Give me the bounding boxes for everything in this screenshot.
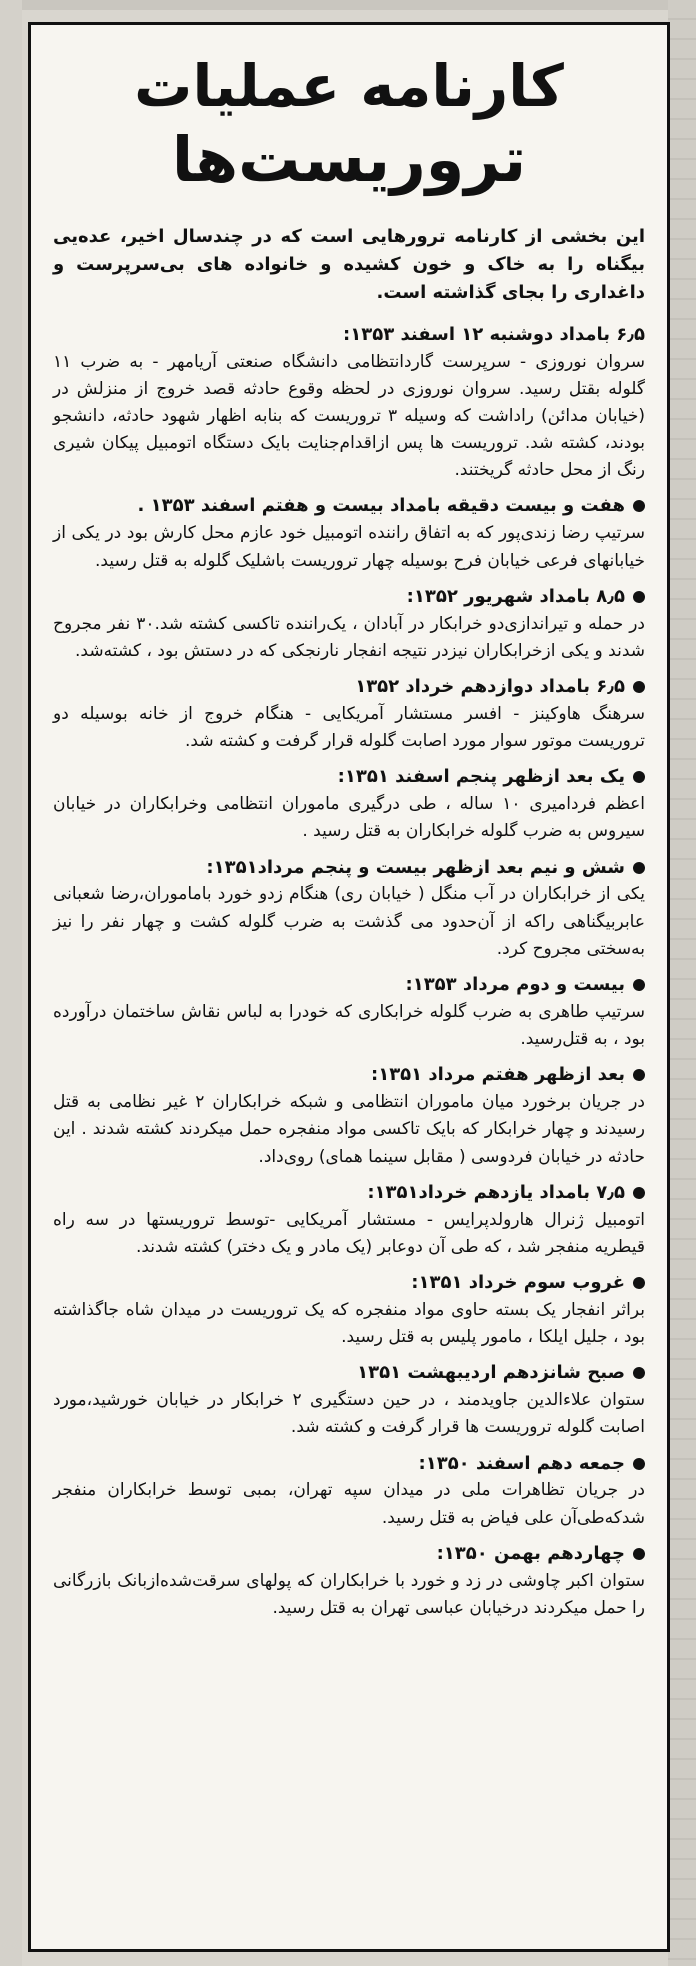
bullet-icon xyxy=(633,1277,645,1289)
entry-heading-text: ۷٫۵ بامداد یازدهم خرداد۱۳۵۱: xyxy=(367,1181,625,1203)
entry-heading xyxy=(53,1061,645,1089)
entry-heading xyxy=(53,854,645,882)
entry-text: سرهنگ هاوکینز - افسر مستشار آمریکایی - هنگام خروج از خانه بوسیله دو تروریست موتور سوار مورد اصابت گلوله قرار گرفت و کشته شد. xyxy=(53,703,645,752)
entry xyxy=(53,763,645,845)
entry-heading-text: صبح شانزدهم اردیبهشت ۱۳۵۱ xyxy=(357,1362,625,1384)
entry-text: ستوان اکبر چاوشی در زد و خورد با خرابکاران که پولهای سرقت‌شده‌ازبانک بازرگانی را حمل میکردند درخیابان عباسی تهران به قتل رسید. xyxy=(53,1570,645,1618)
entry-heading-text: ۶٫۵ بامداد دوشنبه ۱۲ اسفند ۱۳۵۳: xyxy=(343,323,645,345)
entry-heading xyxy=(53,1359,645,1387)
bullet-icon xyxy=(633,771,645,783)
article-title-line1: کارنامه عملیات xyxy=(134,52,564,120)
entry-heading xyxy=(53,321,645,349)
entry-heading-text: چهاردهم بهمن ۱۳۵۰: xyxy=(436,1542,625,1564)
article-title xyxy=(53,53,645,195)
entry-text: در جریان برخورد میان ماموران انتظامی و شبکه خرابکاران ۲ غیر نظامی به قتل رسیدند و چهار خرابکار که بایک تاکسی مواد منفجره حمل میکردند کشته شدند . این حادثه در خیابان فردوسی ( مقابل سینما همای) روی‌داد. xyxy=(53,1092,645,1167)
entry-heading-text: بیست و دوم مرداد ۱۳۵۳: xyxy=(405,974,625,995)
entry-heading xyxy=(53,1540,645,1568)
entry xyxy=(53,1359,645,1441)
entry xyxy=(53,673,645,755)
entry-text: سروان نوروزی - سرپرست گاردانتظامی دانشگاه صنعتی آریامهر - به ضرب ۱۱ گلوله بقتل رسید. سروان نوروزی در لحظه وقوع حادثه قصد خروج از منزلش در (خیابان مدائن) راداشت که وسیله ۳ تروریست که بنابه اظهار شهود حادثه، دانشجو بودند، کشته شد. تروریست ها پس ازاقدام‌جنایت بایک دستگاه اتومبیل پیکان شیری رنگ از محل حادثه گریختند. xyxy=(53,351,645,481)
entry-text: در حمله و تیراندازی‌دو خرابکار در آبادان ، یک‌راننده تاکسی کشته شد.۳۰ نفر مجروح شدند و یکی ازخرابکاران نیزدر نتیجه انفجار نارنجکی که در دستش بود ، کشته‌شد. xyxy=(53,613,645,661)
entry-text: اعظم فردامیری ۱۰ ساله ، طی درگیری ماموران انتظامی وخرابکاران در خیابان سیروس به ضرب گلوله خرابکاران به قتل رسید . xyxy=(53,794,646,842)
bullet-icon xyxy=(633,1187,645,1199)
entry-text: یکی از خرابکاران در آب منگل ( خیابان ری) هنگام زدو خورد باماموران،رضا شعبانی عابربیگناهی راکه از آن‌حدود می گذشت به ضرب گلوله کشت و چهار نفر را نیز به‌سختی مجروح کرد. xyxy=(53,884,645,959)
entry-text: سرتیپ رضا زندی‌پور که به اتفاق راننده اتومبیل خود عازم محل کارش بود در یکی از خیابانهای فرعی خیابان فرح بوسیله چهار تروریست باشلیک گلوله به قتل رسید. xyxy=(53,523,645,571)
bullet-icon xyxy=(633,1367,645,1379)
bullet-icon xyxy=(633,979,645,991)
entry-heading xyxy=(53,1450,645,1478)
bullet-icon xyxy=(633,500,645,512)
entry-heading-text: هفت و بیست دقیقه بامداد بیست و هفتم اسفند ۱۳۵۳ . xyxy=(137,495,625,517)
entry-heading xyxy=(53,1179,645,1207)
article-box xyxy=(28,22,670,1952)
entry-heading-text: یک بعد ازظهر پنجم اسفند ۱۳۵۱: xyxy=(337,766,625,788)
entry xyxy=(53,492,645,574)
entry-text: براثر انفجار یک بسته حاوی مواد منفجره که یک تروریست در میدان شاه جاگذاشته بود ، جلیل ایلکا ، مامور پلیس به قتل رسید. xyxy=(53,1299,645,1348)
entry-text: سرتیپ طاهری به ضرب گلوله خرابکاری که خودرا به لباس نقاش ساختمان درآورده بود ، به قتل‌رسید. xyxy=(53,1001,645,1050)
entry-heading-text: جمعه دهم اسفند ۱۳۵۰: xyxy=(418,1452,625,1474)
entry-heading xyxy=(53,971,645,999)
bullet-icon xyxy=(633,591,645,603)
entry xyxy=(53,1269,645,1351)
background-newspaper-edge-left xyxy=(0,0,22,1966)
bullet-icon xyxy=(633,1458,645,1470)
entry-heading-text: ۶٫۵ بامداد دوازدهم خرداد ۱۳۵۲ xyxy=(355,676,625,698)
entry-heading-text: بعد ازظهر هفتم مرداد ۱۳۵۱: xyxy=(371,1064,625,1086)
entry xyxy=(53,1540,645,1622)
entry-heading-text: شش و نیم بعد ازظهر بیست و پنجم مرداد۱۳۵۱: xyxy=(206,856,625,878)
entry-text: در جریان تظاهرات ملی در میدان سپه تهران، بمبی توسط خرابکاران منفجر شدکه‌طی‌آن علی فیاض به قتل رسید. xyxy=(53,1480,645,1528)
entry xyxy=(53,583,645,665)
entry-heading xyxy=(53,673,645,701)
entries-list xyxy=(53,321,645,1622)
entry-heading xyxy=(53,763,645,791)
background-newspaper-edge-right xyxy=(668,0,696,1966)
entry xyxy=(53,1179,645,1261)
entry xyxy=(53,971,645,1053)
entry xyxy=(53,1061,645,1170)
article-intro: این بخشی از کارنامه ترورهایی است که در چندسال اخیر، عده‌یی بیگناه را به خاک و خون کشیده و خانواده های بی‌سرپرست و داغداری را بجای گذاشته است. xyxy=(53,225,645,303)
entry xyxy=(53,1450,645,1532)
entry-text: اتومبیل ژنرال هارولدپرایس - مستشار آمریکایی -توسط تروریستها در سه راه قیطریه منفجر شد ، که طی آن دوعابر (یک مادر و یک دختر) کشته شدند. xyxy=(53,1209,645,1257)
entry-heading xyxy=(53,1269,645,1297)
entry-heading-text: غروب سوم خرداد ۱۳۵۱: xyxy=(411,1271,625,1293)
entry xyxy=(53,854,645,963)
bullet-icon xyxy=(633,1548,645,1560)
entry-text: ستوان علاءالدین جاویدمند ، در حین دستگیری ۲ خرابکار در خیابان خورشید،مورد اصابت گلوله تروریست ها قرار گرفت و کشته شد. xyxy=(53,1390,645,1438)
entry xyxy=(53,321,645,485)
bullet-icon xyxy=(633,1069,645,1081)
entry-heading-text: ۸٫۵ بامداد شهریور ۱۳۵۲: xyxy=(406,585,625,607)
entry-heading xyxy=(53,583,645,611)
entry-heading xyxy=(53,492,645,520)
background-newspaper-edge-top xyxy=(0,0,696,10)
article-title-line2: تروریست‌ها xyxy=(171,122,527,196)
bullet-icon xyxy=(633,681,645,693)
bullet-icon xyxy=(633,862,645,874)
